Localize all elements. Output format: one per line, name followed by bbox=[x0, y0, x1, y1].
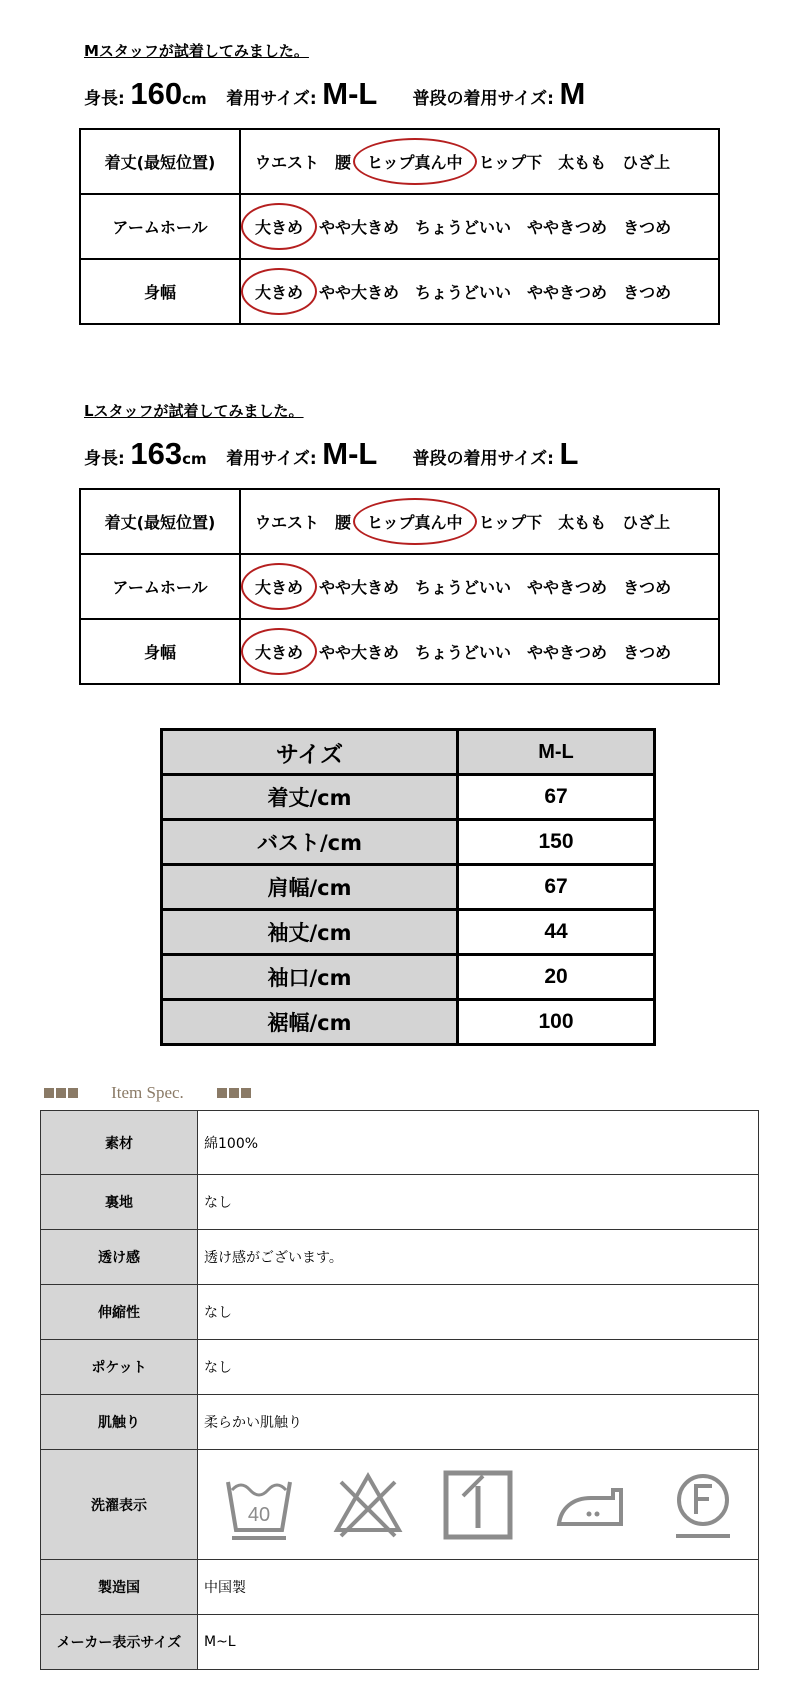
fit-option-selected: 大きめ bbox=[247, 640, 311, 663]
spec-label: 洗濯表示 bbox=[41, 1450, 198, 1560]
item-spec-heading bbox=[44, 1082, 253, 1103]
no-bleach-icon bbox=[331, 1468, 405, 1542]
spec-label: 透け感 bbox=[41, 1230, 198, 1285]
fit-row-label: アームホール bbox=[80, 554, 240, 619]
fit-row-label: 着丈(最短位置) bbox=[80, 129, 240, 194]
fit-option: ややきつめ bbox=[527, 578, 608, 597]
spec-row-care bbox=[41, 1450, 759, 1560]
fit-option: 太もも bbox=[558, 153, 607, 172]
height-label: 身長: bbox=[84, 449, 125, 469]
wear-size-label: 着用サイズ: bbox=[226, 89, 317, 109]
fit-row-label: 身幅 bbox=[80, 619, 240, 684]
decor-square bbox=[68, 1088, 78, 1098]
fit-row-label: アームホール bbox=[80, 194, 240, 259]
size-row-label: 袖口/cm bbox=[162, 955, 458, 1000]
fit-option-selected: 大きめ bbox=[247, 215, 311, 238]
height-unit: cm bbox=[182, 90, 207, 108]
care-icons bbox=[198, 1450, 759, 1560]
size-row bbox=[162, 820, 655, 865]
fit-options bbox=[240, 129, 719, 194]
fit-option: ウエスト bbox=[255, 513, 320, 532]
spec-label: 素材 bbox=[41, 1111, 198, 1175]
fit-row bbox=[80, 129, 719, 194]
fit-row bbox=[80, 619, 719, 684]
spec-row bbox=[41, 1175, 759, 1230]
spec-value: なし bbox=[198, 1285, 759, 1340]
fit-row bbox=[80, 194, 719, 259]
fit-option-selected: ヒップ真ん中 bbox=[359, 510, 471, 533]
height-label: 身長: bbox=[84, 89, 125, 109]
size-row-value: 67 bbox=[458, 775, 655, 820]
fit-option: きつめ bbox=[623, 578, 672, 597]
spec-label: 裏地 bbox=[41, 1175, 198, 1230]
size-row-value: 20 bbox=[458, 955, 655, 1000]
fit-option: ちょうどいい bbox=[415, 218, 512, 237]
decor-square bbox=[229, 1088, 239, 1098]
spec-row bbox=[41, 1285, 759, 1340]
decor-square bbox=[44, 1088, 54, 1098]
size-row bbox=[162, 1000, 655, 1045]
wear-size-value: M-L bbox=[322, 76, 378, 111]
fit-option: やや大きめ bbox=[319, 643, 400, 662]
size-header-value: M-L bbox=[458, 730, 655, 775]
size-row bbox=[162, 865, 655, 910]
line-dry-shade-icon bbox=[441, 1468, 515, 1542]
size-row bbox=[162, 955, 655, 1000]
spec-row bbox=[41, 1230, 759, 1285]
fit-option: ちょうどいい bbox=[415, 283, 512, 302]
fit-option: ちょうどいい bbox=[415, 578, 512, 597]
spec-value: 綿100% bbox=[198, 1111, 759, 1175]
fit-options bbox=[240, 259, 719, 324]
usual-size-value: L bbox=[559, 436, 579, 471]
decor-square bbox=[217, 1088, 227, 1098]
item-spec-table bbox=[40, 1110, 759, 1670]
fit-option: きつめ bbox=[623, 283, 672, 302]
iron-low-icon bbox=[551, 1468, 631, 1542]
fit-option: ひざ上 bbox=[622, 153, 671, 172]
spec-value: 柔らかい肌触り bbox=[198, 1395, 759, 1450]
spec-value: 中国製 bbox=[198, 1560, 759, 1615]
height-unit: cm bbox=[182, 450, 207, 468]
size-row-value: 67 bbox=[458, 865, 655, 910]
size-row-label: 裾幅/cm bbox=[162, 1000, 458, 1045]
spec-label: 製造国 bbox=[41, 1560, 198, 1615]
spec-label: 伸縮性 bbox=[41, 1285, 198, 1340]
fit-option: ややきつめ bbox=[527, 283, 608, 302]
fit-option: ちょうどいい bbox=[415, 643, 512, 662]
spec-value: 透け感がございます。 bbox=[198, 1230, 759, 1285]
fit-options bbox=[240, 489, 719, 554]
fit-option: 腰 bbox=[335, 153, 352, 172]
fit-option: ややきつめ bbox=[527, 218, 608, 237]
fit-option-selected: 大きめ bbox=[247, 280, 311, 303]
fit-option-selected: 大きめ bbox=[247, 575, 311, 598]
size-row-value: 44 bbox=[458, 910, 655, 955]
decor-square bbox=[241, 1088, 251, 1098]
fit-row bbox=[80, 489, 719, 554]
spec-row bbox=[41, 1340, 759, 1395]
fit-option: ひざ上 bbox=[622, 513, 671, 532]
size-row-label: バスト/cm bbox=[162, 820, 458, 865]
staff-title: Mスタッフが試着してみました。 bbox=[84, 42, 309, 60]
dry-clean-f-icon bbox=[666, 1468, 740, 1542]
fit-option-selected: ヒップ真ん中 bbox=[359, 150, 471, 173]
height-value: 160 bbox=[130, 76, 183, 111]
staff-stats bbox=[84, 76, 585, 112]
size-row-value: 150 bbox=[458, 820, 655, 865]
size-row-value: 100 bbox=[458, 1000, 655, 1045]
size-table bbox=[160, 728, 656, 1046]
fit-option: やや大きめ bbox=[319, 218, 400, 237]
fit-option: 腰 bbox=[335, 513, 352, 532]
wear-size-label: 着用サイズ: bbox=[226, 449, 317, 469]
spec-row bbox=[41, 1395, 759, 1450]
spec-row bbox=[41, 1111, 759, 1175]
size-header-row bbox=[162, 730, 655, 775]
size-row-label: 袖丈/cm bbox=[162, 910, 458, 955]
fit-options bbox=[240, 619, 719, 684]
item-spec-title: Item Spec. bbox=[111, 1082, 184, 1102]
wear-size-value: M-L bbox=[322, 436, 378, 471]
spec-row bbox=[41, 1615, 759, 1670]
wash-temp-text: 40 bbox=[247, 1503, 270, 1526]
spec-row bbox=[41, 1560, 759, 1615]
fit-option: やや大きめ bbox=[319, 283, 400, 302]
fit-option: ヒップ下 bbox=[478, 153, 543, 172]
spec-value: なし bbox=[198, 1175, 759, 1230]
staff-stats bbox=[84, 436, 578, 472]
fit-option: 太もも bbox=[558, 513, 607, 532]
fit-options bbox=[240, 194, 719, 259]
fit-table bbox=[79, 488, 720, 685]
size-row bbox=[162, 775, 655, 820]
spec-value: なし bbox=[198, 1340, 759, 1395]
fit-option: ヒップ下 bbox=[478, 513, 543, 532]
size-row-label: 肩幅/cm bbox=[162, 865, 458, 910]
fit-options bbox=[240, 554, 719, 619]
spec-value: M~L bbox=[198, 1615, 759, 1670]
fit-row bbox=[80, 259, 719, 324]
fit-table bbox=[79, 128, 720, 325]
wash-40-icon bbox=[222, 1468, 296, 1542]
staff-title: Lスタッフが試着してみました。 bbox=[84, 402, 304, 420]
usual-size-value: M bbox=[559, 76, 586, 111]
fit-option: やや大きめ bbox=[319, 578, 400, 597]
size-header-label: サイズ bbox=[162, 730, 458, 775]
spec-label: 肌触り bbox=[41, 1395, 198, 1450]
fit-row-label: 着丈(最短位置) bbox=[80, 489, 240, 554]
size-row bbox=[162, 910, 655, 955]
usual-size-label: 普段の着用サイズ: bbox=[412, 89, 554, 109]
usual-size-label: 普段の着用サイズ: bbox=[412, 449, 554, 469]
spec-label: メーカー表示サイズ bbox=[41, 1615, 198, 1670]
fit-option: きつめ bbox=[623, 218, 672, 237]
height-value: 163 bbox=[130, 436, 183, 471]
size-row-label: 着丈/cm bbox=[162, 775, 458, 820]
fit-row bbox=[80, 554, 719, 619]
fit-option: ややきつめ bbox=[527, 643, 608, 662]
spec-label: ポケット bbox=[41, 1340, 198, 1395]
fit-option: きつめ bbox=[623, 643, 672, 662]
fit-option: ウエスト bbox=[255, 153, 320, 172]
decor-square bbox=[56, 1088, 66, 1098]
fit-row-label: 身幅 bbox=[80, 259, 240, 324]
